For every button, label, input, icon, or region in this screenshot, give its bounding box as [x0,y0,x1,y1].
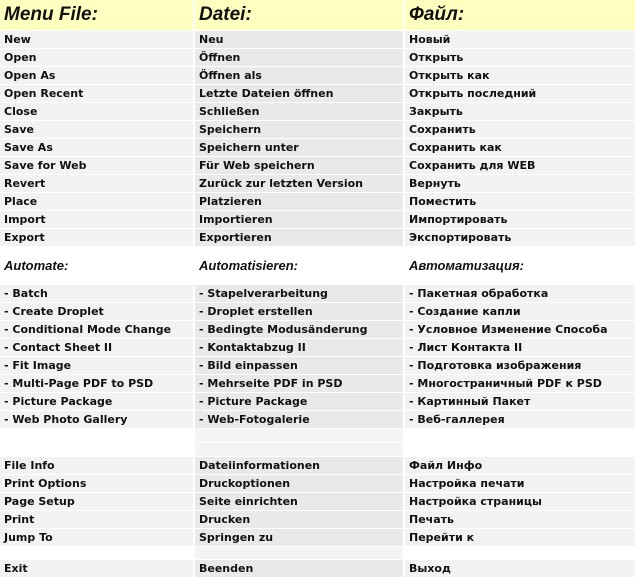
automate-item-row [0,285,635,303]
header-russian: Файл: [405,0,635,31]
menu-item-row [0,229,635,247]
menu-item-row [0,211,635,229]
section-header-automate [0,247,635,285]
cell-english: - Conditional Mode Change [0,321,195,339]
automate-item-row [0,339,635,357]
spacer-cell [195,547,405,560]
spacer-cell [195,443,405,457]
cell-russian: Настройка страницы [405,493,635,511]
cell-english: Export [0,229,195,247]
automate-item-row [0,321,635,339]
cell-english: New [0,31,195,49]
spacer-cell [0,443,195,457]
automate-item-row [0,411,635,429]
spacer-cell [195,429,405,443]
cell-english: Print [0,511,195,529]
header-row [0,0,635,31]
cell-russian: Открыть [405,49,635,67]
cell-russian: - Подготовка изображения [405,357,635,375]
automate-item-row [0,393,635,411]
cell-german: Drucken [195,511,405,529]
cell-russian: Файл Инфо [405,457,635,475]
cell-english: - Multi-Page PDF to PSD [0,375,195,393]
menu-item-row [0,139,635,157]
spacer-cell [405,429,635,443]
cell-russian: Сохранить для WEB [405,157,635,175]
cell-english: Print Options [0,475,195,493]
cell-russian: Автоматизация: [405,247,635,285]
cell-russian: Настройка печати [405,475,635,493]
cell-russian: - Веб-галлерея [405,411,635,429]
cell-english: Exit [0,560,195,578]
cell-german: Zurück zur letzten Version [195,175,405,193]
cell-english: - Picture Package [0,393,195,411]
header-english: Menu File: [0,0,195,31]
cell-russian: Перейти к [405,529,635,547]
cell-russian: Сохранить [405,121,635,139]
cell-german: - Bedingte Modusänderung [195,321,405,339]
cell-russian: Новый [405,31,635,49]
cell-german: Neu [195,31,405,49]
cell-english: - Web Photo Gallery [0,411,195,429]
menu-item-row [0,475,635,493]
cell-german: - Droplet erstellen [195,303,405,321]
cell-german: Öffnen als [195,67,405,85]
cell-german: Exportieren [195,229,405,247]
menu-item-row [0,457,635,475]
cell-german: Platzieren [195,193,405,211]
menu-item-row [0,529,635,547]
cell-russian: - Условное Изменение Способа [405,321,635,339]
automate-item-row [0,303,635,321]
spacer-cell [405,443,635,457]
cell-russian: Открыть последний [405,85,635,103]
cell-german: Speichern unter [195,139,405,157]
cell-english: - Create Droplet [0,303,195,321]
cell-english: Save As [0,139,195,157]
cell-russian: Вернуть [405,175,635,193]
menu-item-row [0,157,635,175]
cell-english: Open Recent [0,85,195,103]
menu-item-row [0,49,635,67]
cell-english: - Batch [0,285,195,303]
cell-russian: - Картинный Пакет [405,393,635,411]
menu-item-row [0,175,635,193]
menu-item-row [0,31,635,49]
cell-german: - Kontaktabzug II [195,339,405,357]
cell-german: Letzte Dateien öffnen [195,85,405,103]
cell-russian: Открыть как [405,67,635,85]
exit-row [0,560,635,578]
spacer-row [0,547,635,560]
spacer-row [0,443,635,457]
cell-english: File Info [0,457,195,475]
cell-russian: Экспортировать [405,229,635,247]
cell-german: Druckoptionen [195,475,405,493]
cell-german: Automatisieren: [195,247,405,285]
cell-german: Öffnen [195,49,405,67]
header-german: Datei: [195,0,405,31]
cell-russian: Выход [405,560,635,578]
cell-german: Springen zu [195,529,405,547]
cell-english: Place [0,193,195,211]
cell-russian: - Многостраничный PDF к PSD [405,375,635,393]
cell-english: Close [0,103,195,121]
menu-item-row [0,193,635,211]
cell-english: Save [0,121,195,139]
cell-english: Save for Web [0,157,195,175]
cell-german: Speichern [195,121,405,139]
cell-german: Dateiinformationen [195,457,405,475]
automate-item-row [0,357,635,375]
cell-russian: Импортировать [405,211,635,229]
menu-item-row [0,85,635,103]
cell-russian: - Создание капли [405,303,635,321]
cell-russian: - Пакетная обработка [405,285,635,303]
cell-english: Page Setup [0,493,195,511]
cell-english: Revert [0,175,195,193]
cell-english: Import [0,211,195,229]
cell-german: Beenden [195,560,405,578]
spacer-cell [0,547,195,560]
cell-german: Seite einrichten [195,493,405,511]
cell-russian: Печать [405,511,635,529]
menu-item-row [0,67,635,85]
menu-item-row [0,121,635,139]
cell-english: Jump To [0,529,195,547]
cell-english: - Fit Image [0,357,195,375]
cell-russian: Закрыть [405,103,635,121]
menu-item-row [0,103,635,121]
cell-german: - Stapelverarbeitung [195,285,405,303]
cell-german: Importieren [195,211,405,229]
menu-item-row [0,493,635,511]
cell-english: Open As [0,67,195,85]
spacer-cell [0,429,195,443]
cell-german: - Bild einpassen [195,357,405,375]
menu-item-row [0,511,635,529]
cell-german: Für Web speichern [195,157,405,175]
automate-item-row [0,375,635,393]
cell-english: Open [0,49,195,67]
spacer-row [0,429,635,443]
cell-russian: Поместить [405,193,635,211]
cell-english: Automate: [0,247,195,285]
cell-german: - Web-Fotogalerie [195,411,405,429]
cell-english: - Contact Sheet II [0,339,195,357]
cell-russian: Сохранить как [405,139,635,157]
cell-german: Schließen [195,103,405,121]
cell-german: - Picture Package [195,393,405,411]
cell-german: - Mehrseite PDF in PSD [195,375,405,393]
spacer-cell [405,547,635,560]
cell-russian: - Лист Контакта II [405,339,635,357]
